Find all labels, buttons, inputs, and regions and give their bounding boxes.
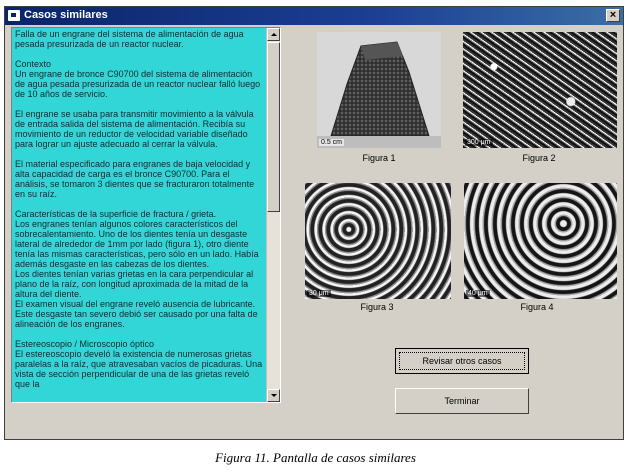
figure-caption: Figura 11. Pantalla de casos similares <box>215 450 416 465</box>
figure-3-scale: 30 μm <box>309 290 329 297</box>
paragraph-summary: Falla de un engrane del sistema de alimentación de agua pesada presurizada de un reactor nuclear. <box>15 29 244 49</box>
finish-button[interactable] <box>395 388 529 414</box>
paragraph-material: El material especificado para engranes de baja velocidad y alta capacidad de carga es el bronce C90700. Para el análisis, se tomaron 3 dientes que se fracturaron totalmente en su raíz. <box>15 159 255 199</box>
text-scrollbar[interactable] <box>266 28 280 402</box>
window-app-icon <box>8 10 20 21</box>
figure-1-image <box>317 32 441 148</box>
window-title: Casos similares <box>24 9 108 21</box>
scroll-up-arrow-icon[interactable] <box>267 28 280 41</box>
gear-tooth-photo <box>317 32 441 148</box>
figure-3-image <box>305 183 451 299</box>
finish-label: Terminar <box>444 396 480 406</box>
paragraph-gear-use: El engrane se usaba para transmitir movimiento a la válvula de entrada salida del sistema de alimentación. Recibía su movimiento de un reductor de velocidad variable diseñado para lograr un ajuste adecuado al cerrar la válvula. <box>15 109 254 149</box>
figure-1-scale: 0.5 cm <box>321 139 343 146</box>
figure-2-image <box>463 32 617 148</box>
figure-2-label: Figura 2 <box>522 153 556 163</box>
scroll-down-arrow-icon[interactable] <box>267 389 280 402</box>
focus-rectangle <box>399 352 525 370</box>
figure-2-scale: 300 μm <box>467 139 491 146</box>
review-other-cases-label: Revisar otros casos <box>422 356 502 366</box>
scroll-thumb[interactable] <box>267 42 280 212</box>
figure-1-label: Figura 1 <box>362 153 396 163</box>
paragraph-context: Contexto Un engrane de bronce C90700 del sistema de alimentación de agua pesada presurizada de un reactor nuclear falló luego de 10 años de servicio. <box>15 59 261 99</box>
review-other-cases-button[interactable] <box>395 348 529 374</box>
title-bar[interactable] <box>5 7 623 25</box>
figure-4-scale: 40 μm <box>468 290 488 297</box>
figure-4-image <box>464 183 617 299</box>
paragraph-fracture-characteristics: Características de la superficie de fractura / grieta. Los engranes tenían algunos colores característicos del sobrecalentamiento. Uno de los dientes tenía un desgaste lateral de alrededor de 1mm por lado (figura 1), otro diente tenía las mismas características, pero sólo en un lado. Había además desgaste en las cabezas de los dientes. Los dientes tenían varias grietas en la cara perpendicular al plano de la raíz, con longitud aproximada de la mitad de la altura del diente. El examen visual del engrane reveló ausencia de lubricante. Este desgaste tan severo debió ser causado por una falta de alineación de los engranes. <box>15 209 259 329</box>
paragraph-stereoscope: Estereoscopio / Microscopio óptico El estereoscopio develó la existencia de numerosas grietas paralelas a la raíz, que atravesaban vacíos de picaduras. Una vista de sección perpendicular de una de las grietas reveló que la <box>15 339 263 389</box>
figure-3-label: Figura 3 <box>360 302 394 312</box>
case-description-text <box>15 29 263 399</box>
figure-4-label: Figura 4 <box>520 302 554 312</box>
close-button[interactable]: × <box>606 9 620 22</box>
similar-cases-window <box>4 6 624 440</box>
case-description-textbox[interactable] <box>11 27 281 403</box>
